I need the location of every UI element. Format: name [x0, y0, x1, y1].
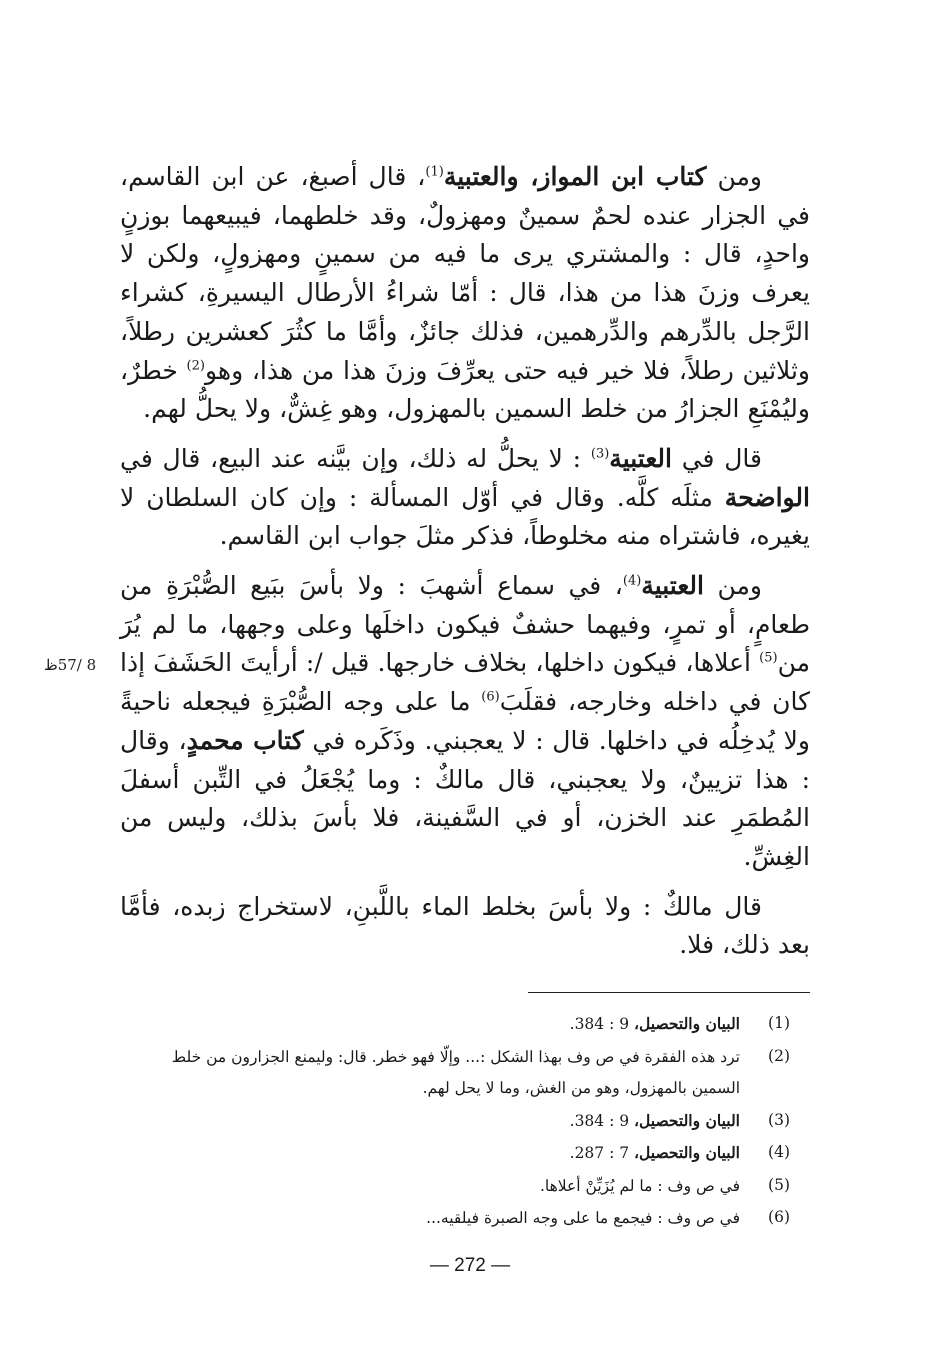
footnote-text	[120, 1170, 740, 1203]
text-run: قال في	[671, 443, 762, 473]
footnote	[120, 1202, 790, 1235]
footnote	[120, 1170, 790, 1203]
footnote-text	[120, 1008, 740, 1041]
book-title: كتاب محمدٍ	[186, 725, 304, 755]
text-run: قال مالكٌ : ولا بأسَ بخلط الماء باللَّبنِ، لاستخراج زبده، فأمَّا بعد ذلك، فلا.	[120, 891, 810, 960]
text-run: ومن	[703, 571, 762, 601]
paragraph-1	[120, 158, 810, 429]
text-run: مثلَه كلَّه. وقال في أوّل المسألة : وإن كان السلطان لا يغيره، فاشتراه منه مخلوطاً، فذكر مثلَ جواب ابن القاسم.	[120, 482, 810, 551]
footnote-text	[120, 1202, 740, 1235]
paragraph-3	[120, 567, 810, 877]
text-run: ، وقال : هذا تزيينٌ، ولا يعجبني، قال مالكٌ : وما يُجْعَلُ في التِّبن أسفلَ المُطمَرِ عند الخزن، أو في السَّفينة، فلا بأسَ بذلك، وليس من الغِشِّ.	[120, 725, 810, 871]
text-run: 9 : 384.	[569, 1015, 635, 1033]
footnote-marker: (5)	[759, 651, 778, 667]
book-title: كتاب ابن المواز، والعتبية	[443, 162, 707, 191]
footnote-text	[120, 1105, 740, 1138]
source-title: البيان والتحصيل،	[634, 1014, 740, 1033]
footnote-number: (4)	[768, 1143, 790, 1161]
footnote-marker: (2)	[186, 358, 205, 374]
footnote-number: (5)	[768, 1175, 790, 1194]
footnote-marker: (1)	[425, 164, 444, 180]
source-title: البيان والتحصيل،	[634, 1143, 740, 1162]
text-run: أعلاها، فيكون داخلها، بخلاف خارجها. قيل /: أرأيتَ الحَشَفَ إذا كان في داخله وخارجه، فقلَبَ	[120, 648, 810, 717]
footnote	[120, 1041, 790, 1105]
footnote-marker: (6)	[481, 689, 500, 705]
footnote	[120, 1008, 790, 1041]
text-run: خطرٌ، وليُمْنَعِ الجزارُ من خلط السمين بالمهزول، وهو غِشٌّ، ولا يحلُّ لهم.	[120, 355, 810, 424]
book-title: العتبية	[609, 443, 672, 473]
main-text	[120, 158, 810, 965]
text-run: في ص وف : فيجمع ما على وجه الصبرة فيلقيه...	[426, 1209, 740, 1227]
text-run: ومن	[706, 162, 762, 191]
manuscript-folio-note: 8 /57ظ	[43, 656, 97, 674]
footnote-separator	[528, 992, 810, 993]
footnote-marker: (4)	[622, 573, 642, 589]
page-number: — 272 —	[429, 1255, 511, 1276]
text-run: ، في سماع أشهبَ : ولا بأسَ ببَيع الصُّبْرَةِ من طعامٍ، أو تمرٍ، وفيهما حشفٌ فيكون داخلَها وعلى وجهها، ما لم يُرَ من	[120, 571, 810, 678]
text-run: 9 : 384.	[569, 1111, 635, 1130]
footnote	[120, 1105, 790, 1138]
text-run: ما على وجه الصُّبْرَةِ فيجعله ناحيةً ولا يُدخِلُه في داخلها. قال : لا يعجبني. وذَكَره في	[120, 687, 811, 755]
footnote-number: (6)	[768, 1208, 790, 1226]
footnote-number: (1)	[768, 1014, 790, 1032]
footnote-text	[120, 1137, 740, 1170]
footnote-number: (3)	[768, 1110, 790, 1129]
book-title: الواضحة	[724, 482, 810, 512]
source-title: البيان والتحصيل،	[634, 1110, 740, 1130]
paragraph-4	[120, 888, 810, 965]
paragraph-2	[120, 440, 810, 556]
footnote-text	[120, 1041, 740, 1105]
footnotes	[120, 1008, 790, 1235]
text-run: في ص وف : ما لم يُزَيِّنْ أعلاها.	[539, 1176, 740, 1195]
book-title: العتبية	[641, 571, 704, 601]
text-run: : لا يحلُّ له ذلك، وإن بيَّنه عند البيع، قال في	[120, 443, 591, 473]
text-run: ، قال أصبغ، عن ابن القاسم، في الجزار عنده لحمٌ سمينٌ ومهزولٌ، وقد خلطهما، فيبيعهما بوزنٍ واحدٍ، قال : والمشتري يرى ما فيه من سمينٍ ومهزولٍ، ولكن لا يعرف وزنَ هذا من هذا، قال : أمّا شراءُ الأرطال اليسيرةِ، كشراء الرَّجل بالدِّرهم والدِّرهمين، فذلك جائزٌ، وأمَّا ما كثُرَ كعشرين رطلاً، وثلاثين رطلاً، فلا خير فيه حتى يعرِّفَ وزنَ هذا من هذا، وهو	[120, 162, 810, 385]
footnote-number: (2)	[768, 1046, 790, 1065]
footnote-marker: (3)	[590, 446, 610, 462]
text-run: 7 : 287.	[569, 1144, 635, 1162]
footnote	[120, 1137, 790, 1170]
text-run: ترد هذه الفقرة في ص وف بهذا الشكل :... وإلّا فهو خطر. قال: وليمنع الجزارون من خلط السمين بالمهزول، وهو من الغش، وما لا يحل لهم.	[171, 1047, 740, 1097]
